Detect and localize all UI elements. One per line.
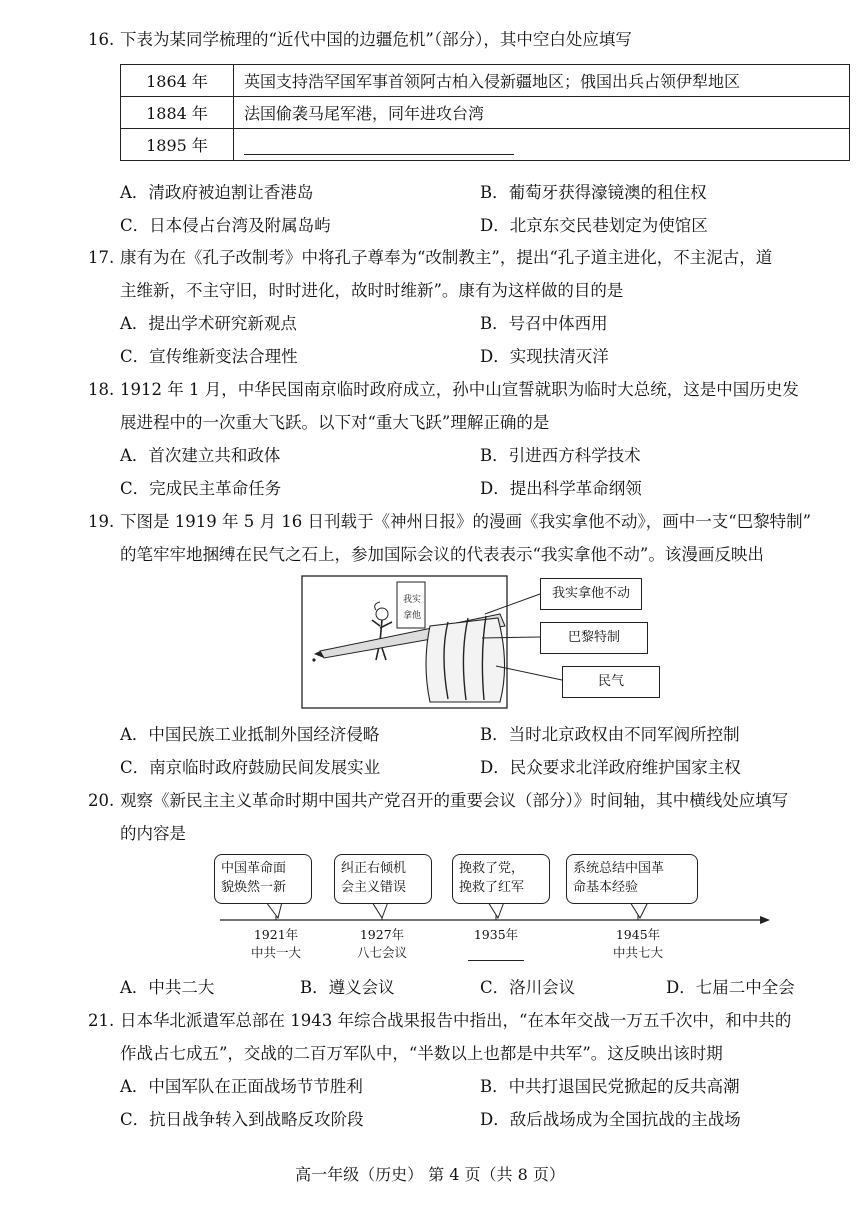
table-year: 1884 年 bbox=[121, 97, 234, 129]
q19-number: 19. bbox=[88, 512, 115, 531]
table-event: 英国支持浩罕国军事首领阿古柏入侵新疆地区；俄国出兵占领伊犁地区 bbox=[234, 65, 850, 97]
timeline-blank bbox=[468, 960, 524, 961]
q20-option-c[interactable]: C．洛川会议 bbox=[480, 978, 576, 997]
q16-table bbox=[120, 64, 850, 161]
table-blank-cell bbox=[234, 129, 850, 161]
timeline-meeting: 中共一大 bbox=[250, 945, 301, 960]
q18-number: 18. bbox=[88, 380, 115, 399]
timeline-point bbox=[236, 926, 316, 962]
bubble-text: 系统总结中国革 命基本经验 bbox=[573, 861, 665, 895]
bubble-text: 纠正右倾机 会主义错误 bbox=[341, 861, 407, 895]
q17-option-c[interactable]: C．宣传维新变法合理性 bbox=[120, 347, 298, 366]
q18-option-b[interactable]: B．引进西方科学技术 bbox=[480, 446, 641, 465]
q18-line1 bbox=[88, 376, 799, 400]
q16-option-b[interactable]: B．葡萄牙获得濠镜澳的租住权 bbox=[480, 183, 707, 202]
q21-line2: 作战占七成五”，交战的二百万军队中，“半数以上也都是中共军”。这反映出该时期 bbox=[120, 1044, 723, 1063]
q16-option-a[interactable]: A．清政府被迫割让香港岛 bbox=[120, 183, 314, 202]
q21-number: 21. bbox=[88, 1011, 115, 1030]
table-event: 法国偷袭马尾军港，同年进攻台湾 bbox=[234, 97, 850, 129]
q21-line1 bbox=[88, 1007, 791, 1031]
table-year: 1864 年 bbox=[121, 65, 234, 97]
q20-text: 观察《新民主主义革命时期中国共产党召开的重要会议（部分）》时间轴，其中横线处应填写 bbox=[120, 791, 789, 810]
q20-option-b[interactable]: B．遵义会议 bbox=[300, 978, 395, 997]
bubble-text: 中国革命面 貌焕然一新 bbox=[221, 861, 287, 895]
timeline-point bbox=[598, 926, 678, 962]
timeline-point bbox=[342, 926, 422, 962]
table-row bbox=[121, 129, 850, 161]
answer-blank bbox=[244, 136, 514, 155]
timeline-year: 1921年 bbox=[253, 927, 299, 942]
q17-option-b[interactable]: B．号召中体西用 bbox=[480, 314, 608, 333]
timeline-bubble bbox=[214, 854, 312, 904]
label-box: 我实拿他不动 bbox=[540, 578, 642, 610]
q17-text: 康有为在《孔子改制考》中将孔子尊奉为“改制教主”，提出“孔子道主进化，不主泥古，道 bbox=[120, 248, 773, 267]
q18-option-d[interactable]: D．提出科学革命纲领 bbox=[480, 479, 642, 498]
timeline-bubble bbox=[452, 854, 550, 904]
q19-option-b[interactable]: B．当时北京政权由不同军阀所控制 bbox=[480, 725, 740, 744]
timeline-bubble bbox=[566, 854, 698, 904]
timeline-year: 1927年 bbox=[359, 927, 405, 942]
table-year: 1895 年 bbox=[121, 129, 234, 161]
table-row bbox=[121, 65, 850, 97]
q16-option-d[interactable]: D．北京东交民巷划定为使馆区 bbox=[480, 216, 708, 235]
label-box: 民气 bbox=[562, 666, 660, 698]
q21-option-d[interactable]: D．敌后战场成为全国抗战的主战场 bbox=[480, 1110, 741, 1129]
q16-stem bbox=[88, 26, 632, 50]
q19-option-d[interactable]: D．民众要求北洋政府维护国家主权 bbox=[480, 758, 741, 777]
q19-line2: 的笔牢牢地捆缚在民气之石上，参加国际会议的代表表示“我实拿他不动”。该漫画反映出 bbox=[120, 545, 764, 564]
q18-text: 1912 年 1 月，中华民国南京临时政府成立，孙中山宣誓就职为临时大总统，这是中国历史发 bbox=[120, 380, 799, 399]
q21-option-b[interactable]: B．中共打退国民党掀起的反共高潮 bbox=[480, 1077, 740, 1096]
svg-text:拿他: 拿他 bbox=[403, 611, 422, 621]
timeline-point bbox=[456, 926, 536, 961]
q20-number: 20. bbox=[88, 791, 115, 810]
q21-option-a[interactable]: A．中国军队在正面战场节节胜利 bbox=[120, 1077, 363, 1096]
q21-text: 日本华北派遣军总部在 1943 年综合战果报告中指出，“在本年交战一万五千次中，和中共的 bbox=[120, 1011, 792, 1030]
label-box: 巴黎特制 bbox=[540, 622, 648, 654]
q18-line2: 展进程中的一次重大飞跃。以下对“重大飞跃”理解正确的是 bbox=[120, 413, 550, 432]
q16-text: 下表为某同学梳理的“近代中国的边疆危机”（部分），其中空白处应填写 bbox=[120, 30, 632, 49]
q18-option-c[interactable]: C．完成民主革命任务 bbox=[120, 479, 282, 498]
timeline-bubble bbox=[334, 854, 432, 904]
q19-option-a[interactable]: A．中国民族工业抵制外国经济侵略 bbox=[120, 725, 380, 744]
timeline-meeting: 八七会议 bbox=[356, 945, 407, 960]
cartoon-figure bbox=[300, 574, 680, 710]
q19-option-c[interactable]: C．南京临时政府鼓励民间发展实业 bbox=[120, 758, 381, 777]
timeline-year: 1935年 bbox=[473, 927, 519, 942]
q20-option-a[interactable]: A．中共二大 bbox=[120, 978, 215, 997]
timeline-year: 1945年 bbox=[615, 927, 661, 942]
q19-line1 bbox=[88, 508, 811, 532]
q17-option-d[interactable]: D．实现扶清灭洋 bbox=[480, 347, 609, 366]
q17-line2: 主维新，不主守旧，时时进化，故时时维新”。康有为这样做的目的是 bbox=[120, 281, 624, 300]
q16-option-c[interactable]: C．日本侵占台湾及附属岛屿 bbox=[120, 216, 331, 235]
cartoon-sign-text: 我实 bbox=[403, 595, 422, 605]
page-footer: 高一年级（历史） 第 4 页（共 8 页） bbox=[295, 1165, 565, 1184]
timeline bbox=[200, 850, 780, 966]
q20-line1 bbox=[88, 787, 788, 811]
q18-option-a[interactable]: A．首次建立共和政体 bbox=[120, 446, 281, 465]
q17-line1 bbox=[88, 244, 772, 268]
table-row bbox=[121, 97, 850, 129]
q17-option-a[interactable]: A．提出学术研究新观点 bbox=[120, 314, 297, 333]
q20-line2: 的内容是 bbox=[120, 824, 186, 843]
q21-option-c[interactable]: C．抗日战争转入到战略反攻阶段 bbox=[120, 1110, 364, 1129]
timeline-meeting: 中共七大 bbox=[612, 945, 663, 960]
q17-number: 17. bbox=[88, 248, 115, 267]
q20-option-d[interactable]: D．七届二中全会 bbox=[666, 978, 795, 997]
q19-text: 下图是 1919 年 5 月 16 日刊载于《神州日报》的漫画《我实拿他不动》，画中一支“巴黎特制” bbox=[120, 512, 812, 531]
q16-number: 16. bbox=[88, 30, 115, 49]
bubble-text: 挽救了党， 挽救了红军 bbox=[459, 861, 525, 895]
